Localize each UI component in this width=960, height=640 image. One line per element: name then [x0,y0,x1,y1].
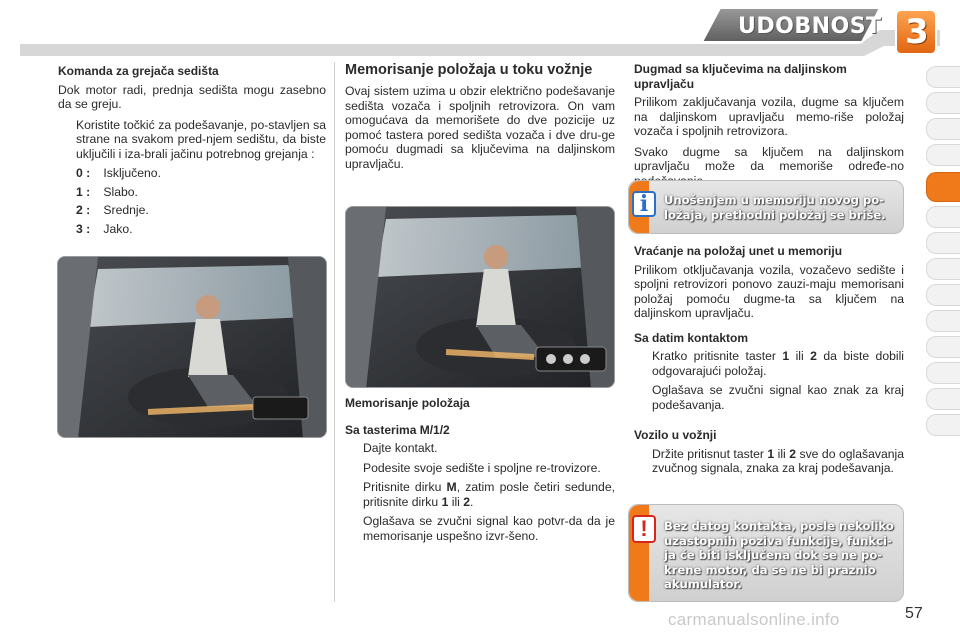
step-text: Pritisnite dirku [363,480,447,494]
ignition-on-bullet [634,349,904,378]
heat-level-label: Isključeno. [103,166,161,180]
chapter-tab[interactable] [926,414,960,436]
bullet-text: Držite pritisnut taster [652,446,768,461]
chapter-tab[interactable] [926,284,960,306]
remote-heading: Dugmad sa ključevima na daljinskom upravljaču [634,62,847,91]
confirm-note: Oglašava se zvučni signal kao potvr-da da je memorisanje uspešno izvr-šeno. [363,514,615,543]
ignition-on-heading: Sa datim kontaktom [634,330,749,345]
key-2: 2 [810,349,817,363]
heat-level-row [58,203,326,218]
key-2: 2 [463,494,471,509]
key-m: M [446,480,457,494]
middle-column [345,62,615,177]
right-column-middle [634,244,904,481]
bullet-text: Koristite točkić za podešavanje, po-stavljen sa strane na svakom pred-njem sedištu, da biste uključili i iza-brali jačinu potrebnog grejanja : [76,117,326,161]
warning-icon: ! [632,515,656,543]
key-2: 2 [789,446,797,461]
step-text: Dajte kontakt. [363,441,438,455]
left-column [58,64,326,240]
chapter-tab[interactable] [926,258,960,280]
bullet-text: sve do oglašavanja zvučnog signala, znaka za kraj podešavanja. [652,446,904,475]
ignition-on-note: Oglašava se zvučni signal kao znak za kraj podešavanja. [652,383,904,412]
heat-level-key: 0 : [76,166,91,180]
heat-level-row [58,166,326,181]
chapter-tab[interactable] [926,232,960,254]
chapter-tab[interactable] [926,310,960,332]
step-text: , zatim posle četiri sedunde, pritisnite dirku [363,480,615,509]
heat-level-key: 2 : [76,203,91,217]
bullet-text: ili [774,446,790,461]
column-divider [334,62,335,602]
info-box-text: Unošenjem u memoriju novog po-ložaja, prethodni položaj se briše. [664,193,886,222]
bullet-text: da biste dobili odgovarajući položaj. [652,349,905,378]
step-text: . [470,494,474,509]
chapter-tab[interactable] [926,92,960,114]
chapter-tab[interactable] [926,206,960,228]
heat-level-row [58,222,326,237]
step-text: ili [448,494,464,509]
step-bullet [345,441,615,456]
driving-bullet [634,447,904,476]
heat-level-label: Jako. [103,221,133,236]
remote-p1: Prilikom zaključavanja vozila, dugme sa ključem na daljinskom upravljaču memo-riše položaj vozača i spoljnih retrovizora. [634,95,904,138]
chapter-header [0,0,960,58]
seat-heater-heading: Komanda za grejača sedišta [58,64,219,78]
remote-p2: Svako dugme sa ključem na daljinskom upravljaču može da memoriše određe-no [634,144,904,173]
chapter-tab[interactable] [926,388,960,410]
page-number: 57 [905,605,923,622]
watermark: carmanualsonline.info [668,610,840,629]
warning-box [628,504,904,602]
right-column [634,62,904,194]
key-1: 1 [782,349,790,363]
memorize-section-title: Memorisanje položaja [345,396,470,410]
heat-level-key: 3 : [76,221,91,236]
seat-heater-bullet [58,118,326,162]
heat-level-label: Srednje. [103,203,149,217]
info-box [628,180,904,234]
chapter-tab[interactable] [926,144,960,166]
heat-level-row [58,185,326,200]
restore-heading: Vraćanje na položaj unet u memoriju [634,244,843,258]
warning-box-text: Bez datog kontakta, posle nekoliko uzastopnih poziva funkcije, funkci-ja će biti isključena dok se ne po-krene motor, da se ne bi praznio akumulator. [664,519,894,591]
step-bullet [345,480,615,509]
chapter-tab[interactable] [926,118,960,140]
chapter-tab[interactable] [926,336,960,358]
chapter-tab-active[interactable] [926,172,960,202]
step-bullet [345,461,615,476]
bullet-text: Kratko pritisnite taster [652,349,783,363]
key-1: 1 [441,494,449,509]
middle-column-lower [345,396,615,549]
bullet-text: ili [789,349,811,363]
seat-heater-intro: Dok motor radi, prednja sedišta mogu zasebno da se greju. [58,82,326,111]
chapter-title: UDOBNOST [738,14,882,39]
memory-buttons-photo [345,206,615,388]
heat-level-key: 1 : [76,184,91,199]
step-text: Podesite svoje sedište i spoljne re-trovizore. [363,460,601,475]
seat-heater-photo [57,256,327,438]
driving-heading: Vozilo u vožnji [634,428,717,442]
key-1: 1 [767,446,775,461]
heat-level-label: Slabo. [103,184,138,199]
info-icon: i [632,191,656,217]
chapter-number: 3 [905,12,929,52]
chapter-tab[interactable] [926,66,960,88]
restore-text: Prilikom otključavanja vozila, vozačevo sedište i spoljni retrovizori ponovo zauzi-maju memorisani položaj pomoću dugme-ta sa ključem na daljinskom upravljaču. [634,262,904,320]
memory-heading: Memorisanje položaja u toku vožnje [345,62,593,78]
memory-intro: Ovaj sistem uzima u obzir električno podešavanje sedišta vozača i spoljnih retrovizora. On vam omogućava da memorišete do dve pozicije uz pomoć tastera pored sedišta vozača i dve dru-ge pomoću dugmadi sa ključevima na daljinskom upravljaču. [345,84,615,171]
memorize-sub-title: Sa tasterima M/1/2 [345,422,450,437]
chapter-tab[interactable] [926,362,960,384]
